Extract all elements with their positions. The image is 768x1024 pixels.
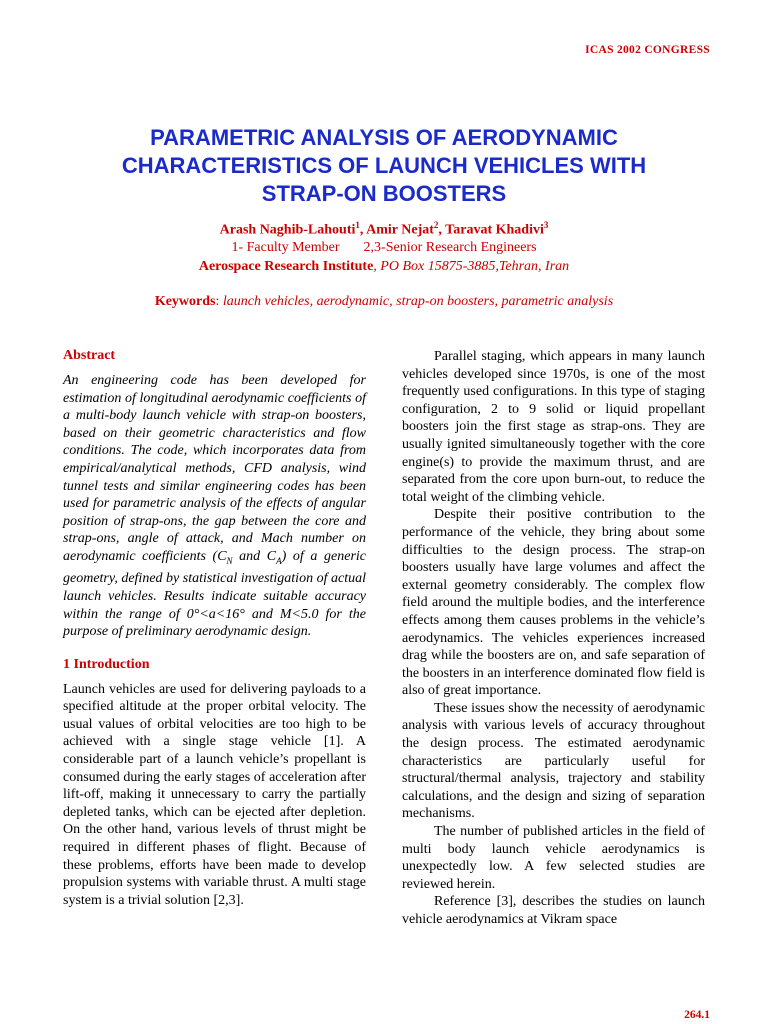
institute-address: , PO Box 15875-3885,Tehran, Iran [373,259,570,274]
keywords-line [0,294,768,310]
paragraph-reference-3: Reference [3], describes the studies on launch vehicle aerodynamics at Vikram space [402,894,705,927]
keywords-text: launch vehicles, aerodynamic, strap-on boosters, parametric analysis [222,294,614,309]
institution-line [0,259,768,275]
abstract-part-b: and C [232,548,277,564]
author-3-sup: 3 [543,220,549,230]
page-number: 264.1 [684,1009,710,1021]
left-column [63,348,366,909]
author-separator: , [359,222,367,238]
keywords-label: Keywords [154,294,216,309]
author-2: Amir Nejat [366,222,434,238]
abstract-heading: Abstract [63,348,116,363]
author-2-sup: 2 [433,220,439,230]
institute-name: Aerospace Research Institute [198,259,374,274]
congress-header: ICAS 2002 CONGRESS [585,44,710,56]
author-3: Taravat Khadivi [445,222,544,238]
role-faculty: 1- Faculty Member [231,240,340,255]
title-line-3: STRAP-ON BOOSTERS [261,181,507,206]
title-line-2: CHARACTERISTICS OF LAUNCH VEHICLES WITH [121,153,647,178]
role-engineers: 2,3-Senior Research Engineers [363,240,537,255]
right-column [402,348,705,929]
keywords-colon: : [215,294,223,309]
author-1-sup: 1 [355,220,360,230]
subscript-n: N [226,555,233,566]
author-1: Arash Naghib-Lahouti [219,222,356,238]
introduction-heading: 1 Introduction [63,656,150,672]
abstract-part-a: An engineering code has been developed for estimation of longitudinal aerodynamic coefficients of a multi-body launch vehicle with strap-on boosters, based on their geometric characteristics and flow conditions. The code, which incorporates data from empirical/analytical methods, CFD analysis, wind tunnel tests and similar engineering codes has been used for parametric analysis of the effects of angular position of strap-ons, the gap between the core and strap-ons, angle of attack, and Mach number on aerodynamic coefficients (C [63,373,366,564]
affiliation-roles [0,240,768,256]
paper-title [0,124,768,208]
subscript-a: A [276,555,282,566]
title-line-1: PARAMETRIC ANALYSIS OF AERODYNAMIC [150,125,618,150]
abstract-part-c: ) of a generic geometry, defined by statistical investigation of actual launch vehicles. Results indicate suitable accuracy within the range of 0°<a<16° and M<5.0 for the purpose of preliminary aerodynamic design. [63,548,366,640]
paragraph-published-articles: The number of published articles in the field of multi body launch vehicle aerodynamics is unexpectedly low. A few selected studies are reviewed herein. [402,824,705,892]
introduction-paragraph: Launch vehicles are used for delivering payloads to a specified altitude at the proper orbital velocity. The usual values of orbital velocities are too high to be achieved with a single stage vehicle [1]. A considerable part of a launch vehicle’s propellant is consumed during the early stages of acceleration after lift-off, making it unnecessary to carry the partially depleted tanks, which can be ejected after depletion. On the other hand, various levels of thrust might be required in different phases of flight. Because of these problems, efforts have been made to develop propulsion systems with variable thrust. A multi stage system is a trivial solution [2,3]. [63,681,366,908]
paragraph-parallel-staging: Parallel staging, which appears in many launch vehicles developed since 1970s, is one of the most frequently used configurations. In this type of staging configuration, 2 to 9 solid or liquid propellant boosters join the first stage as strap-ons. They are usually ignited simultaneously together with the core engine(s) to provide the maximum thrust, and are separated from the core upon burn-out, to reduce the total weight of the climbing vehicle. [402,349,705,505]
paragraph-necessity: These issues show the necessity of aerodynamic analysis with various levels of accuracy throughout the design process. The estimated aerodynamic characteristics are particularly useful for structural/thermal analysis, trajectory and stability calculations, and the design and sizing of separation mechanisms. [402,700,705,822]
author-separator: , [438,222,446,238]
abstract-text [63,372,366,641]
author-list [0,220,768,239]
paragraph-difficulties: Despite their positive contribution to the performance of the vehicle, they bring about some difficulties to the design process. The strap-on boosters usually have large volumes and affect the external geometry considerably. The complex flow field around the multiple bodies, and the interference effects among them causes problems in the vehicle’s aerodynamics. The vehicles experiences increased drag while the boosters are on, and safe separation of the boosters in an interference dominated flow field is also of great importance. [402,507,705,699]
